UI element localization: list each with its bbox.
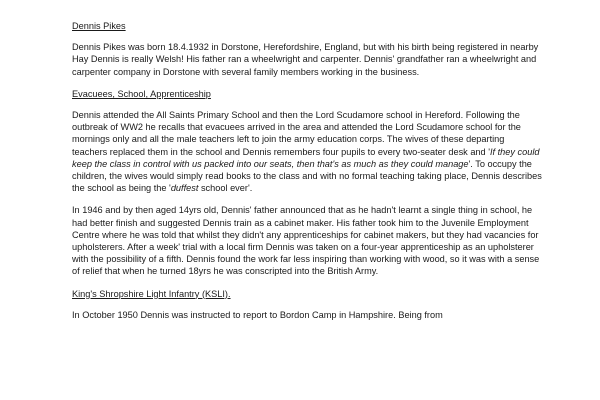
section-heading-ksli: King's Shropshire Light Infantry (KSLI). [72,288,231,299]
paragraph-school-quote: If they could keep the class in control with us packed into our seats, then that's as much as they could manage [72,146,540,169]
paragraph-birth: Dennis Pikes was born 18.4.1932 in Dorstone, Herefordshire, England, but with his birth being registered in nearby Hay Dennis is really Welsh! His father ran a wheelwright and carpenter. Dennis' grandfather ran a wheelwright and carpenter company in Dorstone with several family members working in the business. [72,42,539,77]
paragraph-school-text-a: Dennis attended the All Saints Primary School and then the Lord Scudamore school in Hereford. Following the outbreak of WW2 he recalls that evacuees arrived in the area and attended the Lord Scudamore school for the mornings only and all the male teachers left to join the army education corps. The wives of these departing teachers replaced them in the school and Dennis remembers four pupils to every two-seater desk and ' [72,110,521,157]
paragraph-school-text-c: school ever'. [198,183,253,194]
paragraph-school [72,109,542,194]
paragraph-army: In October 1950 Dennis was instructed to report to Bordon Camp in Hampshire. Being from [72,309,443,320]
section-heading-evacuees: Evacuees, School, Apprenticeship [72,88,211,99]
paragraph-apprenticeship: In 1946 and by then aged 14yrs old, Dennis' father announced that as he hadn't learnt a single thing in school, he had better finish and suggested Dennis train as a cabinet maker. His father took him to the Juvenile Employment Centre where he was told that whilst they didn't any apprenticeships for cabinet makers, but they had vacancies for upholsterers. After a week' trial with a local firm Dennis was taken on a four-year apprenticeship as an upholsterer with the possibility of a fifth. Dennis found the work far less inspiring than working with wood, so it was with a sense of relief that when he turned 18yrs he was conscripted into the British Army. [72,205,540,277]
paragraph-school-text-b: '. To occupy the children, the wives would simply read books to the class and with no formal teaching taking place, Dennis describes the school as being the ' [72,158,542,194]
paragraph-school-quote-duffest: duffest [170,183,199,194]
document-page [72,20,542,321]
document-title: Dennis Pikes [72,21,126,31]
